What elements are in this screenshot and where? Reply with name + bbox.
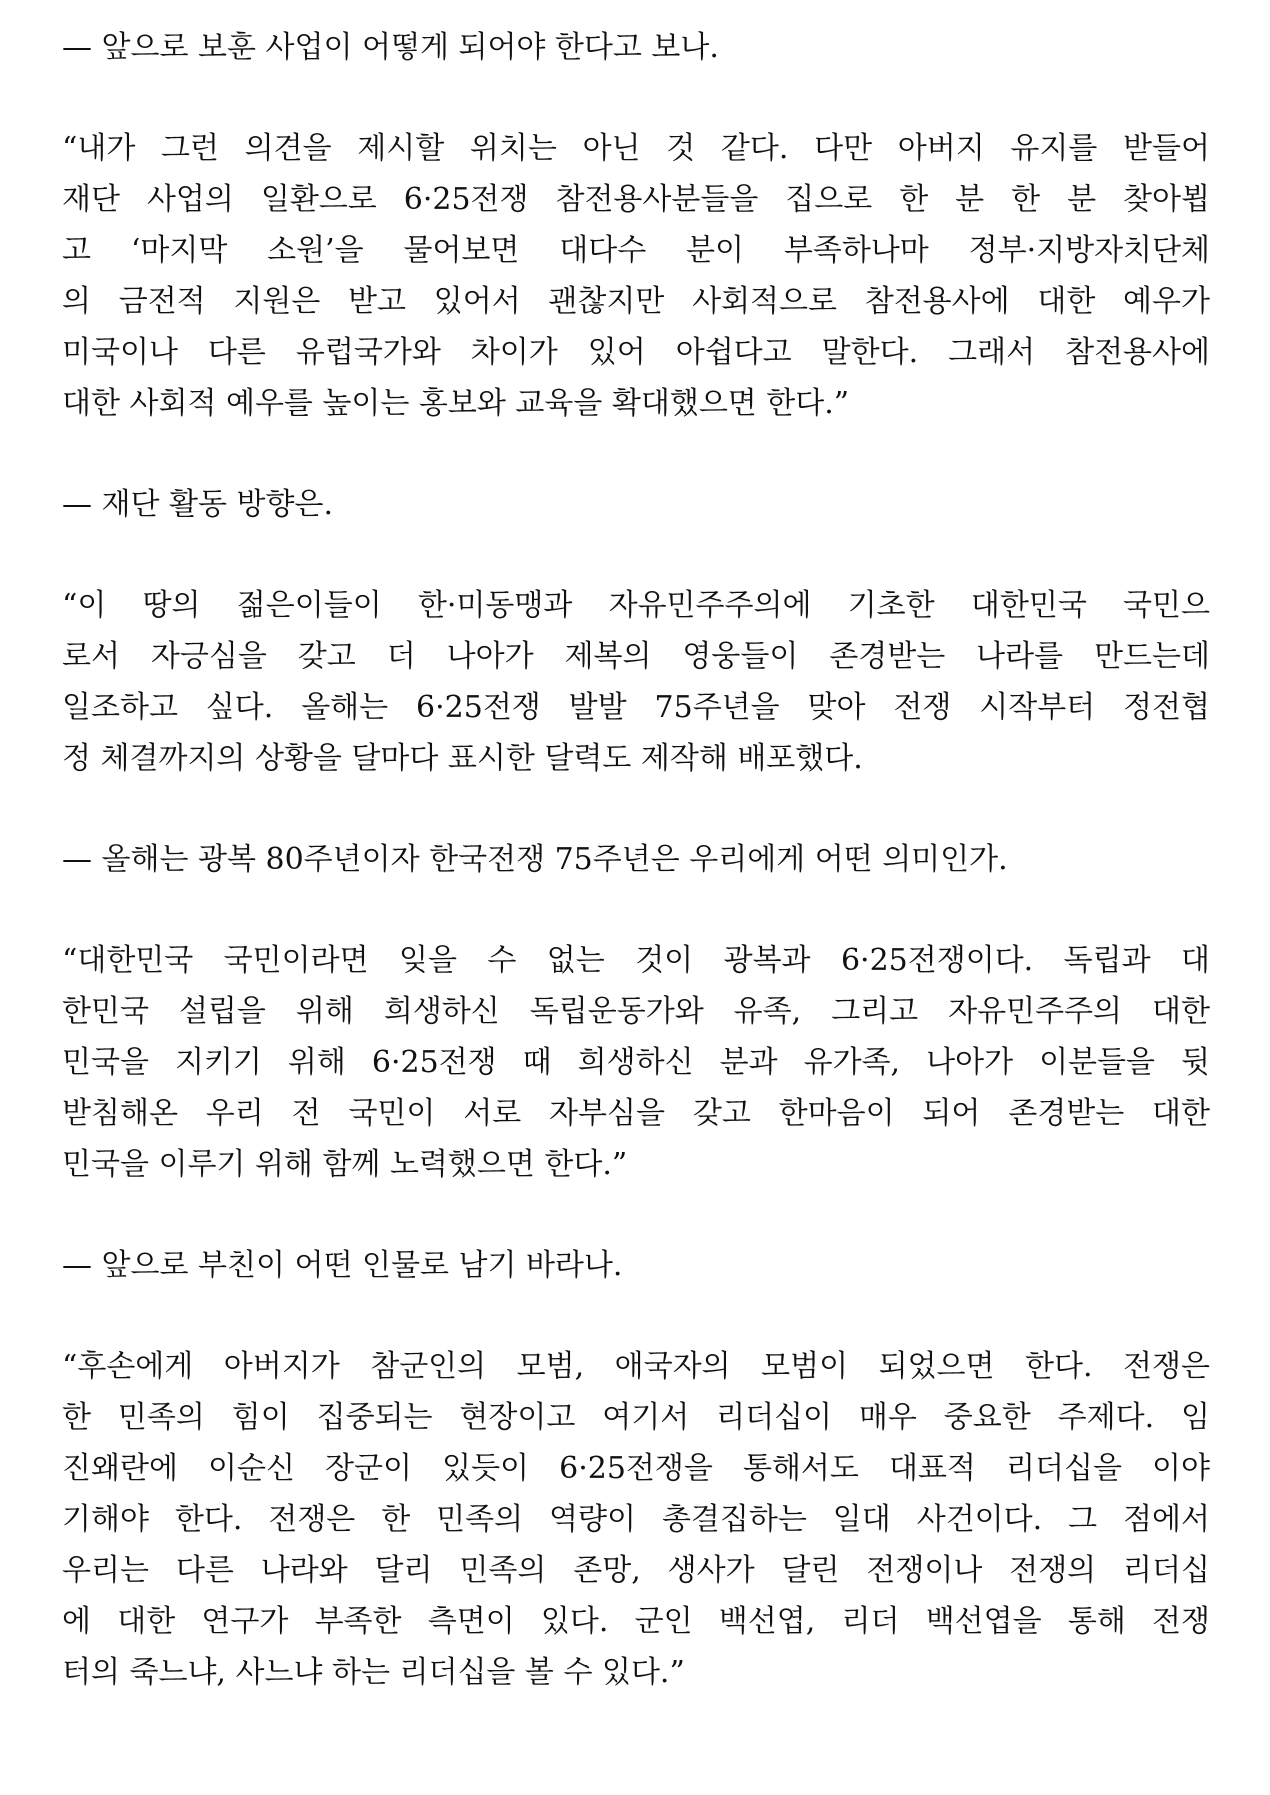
paragraph-gap (62, 1190, 1210, 1240)
text-line: 기해야 한다. 전쟁은 한 민족의 역량이 총결집하는 일대 사건이다. 그 점에서 (62, 1502, 1210, 1537)
text-line: 고 ‘마지막 소원’을 물어보면 대다수 분이 부족하나마 정부·지방자치단체 (62, 233, 1210, 268)
text-line: 한민국 설립을 위해 희생하신 독립운동가와 유족, 그리고 자유민주주의 대한 (62, 994, 1210, 1029)
text-line: 정 체결까지의 상황을 달마다 표시한 달력도 제작해 배포했다. (62, 741, 863, 776)
text-line: 우리는 다른 나라와 달리 민족의 존망, 생사가 달린 전쟁이나 전쟁의 리더십 (62, 1553, 1210, 1588)
paragraph-gap (62, 429, 1210, 479)
text-line: 의 금전적 지원은 받고 있어서 괜찮지만 사회적으로 참전용사에 대한 예우가 (62, 284, 1210, 319)
interview-answer (62, 123, 1210, 429)
paragraph-gap (62, 73, 1210, 123)
paragraph-gap (62, 1291, 1210, 1341)
text-line: 받침해온 우리 전 국민이 서로 자부심을 갖고 한마음이 되어 존경받는 대한 (62, 1096, 1210, 1131)
interview-question (62, 834, 1210, 885)
text-line: 한 민족의 힘이 집중되는 현장이고 여기서 리더십이 매우 중요한 주제다. 임 (62, 1400, 1210, 1435)
interview-question (62, 1240, 1210, 1291)
text-line: 대한 사회적 예우를 높이는 홍보와 교육을 확대했으면 한다.” (62, 386, 850, 421)
text-line: — 앞으로 보훈 사업이 어떻게 되어야 한다고 보나. (62, 30, 719, 65)
text-line: 미국이나 다른 유럽국가와 차이가 있어 아쉽다고 말한다. 그래서 참전용사에 (62, 335, 1210, 370)
document-page (62, 22, 1210, 1698)
interview-question (62, 22, 1210, 73)
text-line: “이 땅의 젊은이들이 한·미동맹과 자유민주주의에 기초한 대한민국 국민으 (62, 588, 1210, 623)
text-line: “내가 그런 의견을 제시할 위치는 아닌 것 같다. 다만 아버지 유지를 받들어 (62, 131, 1210, 166)
text-line: 에 대한 연구가 부족한 측면이 있다. 군인 백선엽, 리더 백선엽을 통해 전쟁 (62, 1604, 1210, 1639)
text-line: — 재단 활동 방향은. (62, 487, 334, 522)
text-line: 터의 죽느냐, 사느냐 하는 리더십을 볼 수 있다.” (62, 1655, 685, 1690)
paragraph-gap (62, 530, 1210, 580)
interview-answer (62, 580, 1210, 784)
text-line: “후손에게 아버지가 참군인의 모범, 애국자의 모범이 되었으면 한다. 전쟁은 (62, 1349, 1210, 1384)
interview-answer (62, 1341, 1210, 1698)
text-line: 민국을 이루기 위해 함께 노력했으면 한다.” (62, 1147, 628, 1182)
interview-question (62, 479, 1210, 530)
paragraph-gap (62, 784, 1210, 834)
text-line: “대한민국 국민이라면 잊을 수 없는 것이 광복과 6·25전쟁이다. 독립과 대 (62, 943, 1210, 978)
text-line: — 앞으로 부친이 어떤 인물로 남기 바라나. (62, 1248, 623, 1283)
text-line: 민국을 지키기 위해 6·25전쟁 때 희생하신 분과 유가족, 나아가 이분들을 뒷 (62, 1045, 1210, 1080)
paragraph-gap (62, 885, 1210, 935)
text-line: 일조하고 싶다. 올해는 6·25전쟁 발발 75주년을 맞아 전쟁 시작부터 정전협 (62, 690, 1210, 725)
text-line: 로서 자긍심을 갖고 더 나아가 제복의 영웅들이 존경받는 나라를 만드는데 (62, 639, 1210, 674)
text-line: 진왜란에 이순신 장군이 있듯이 6·25전쟁을 통해서도 대표적 리더십을 이야 (62, 1451, 1210, 1486)
text-line: 재단 사업의 일환으로 6·25전쟁 참전용사분들을 집으로 한 분 한 분 찾아뵙 (62, 182, 1210, 217)
text-line: — 올해는 광복 80주년이자 한국전쟁 75주년은 우리에게 어떤 의미인가. (62, 842, 1008, 877)
interview-answer (62, 935, 1210, 1190)
